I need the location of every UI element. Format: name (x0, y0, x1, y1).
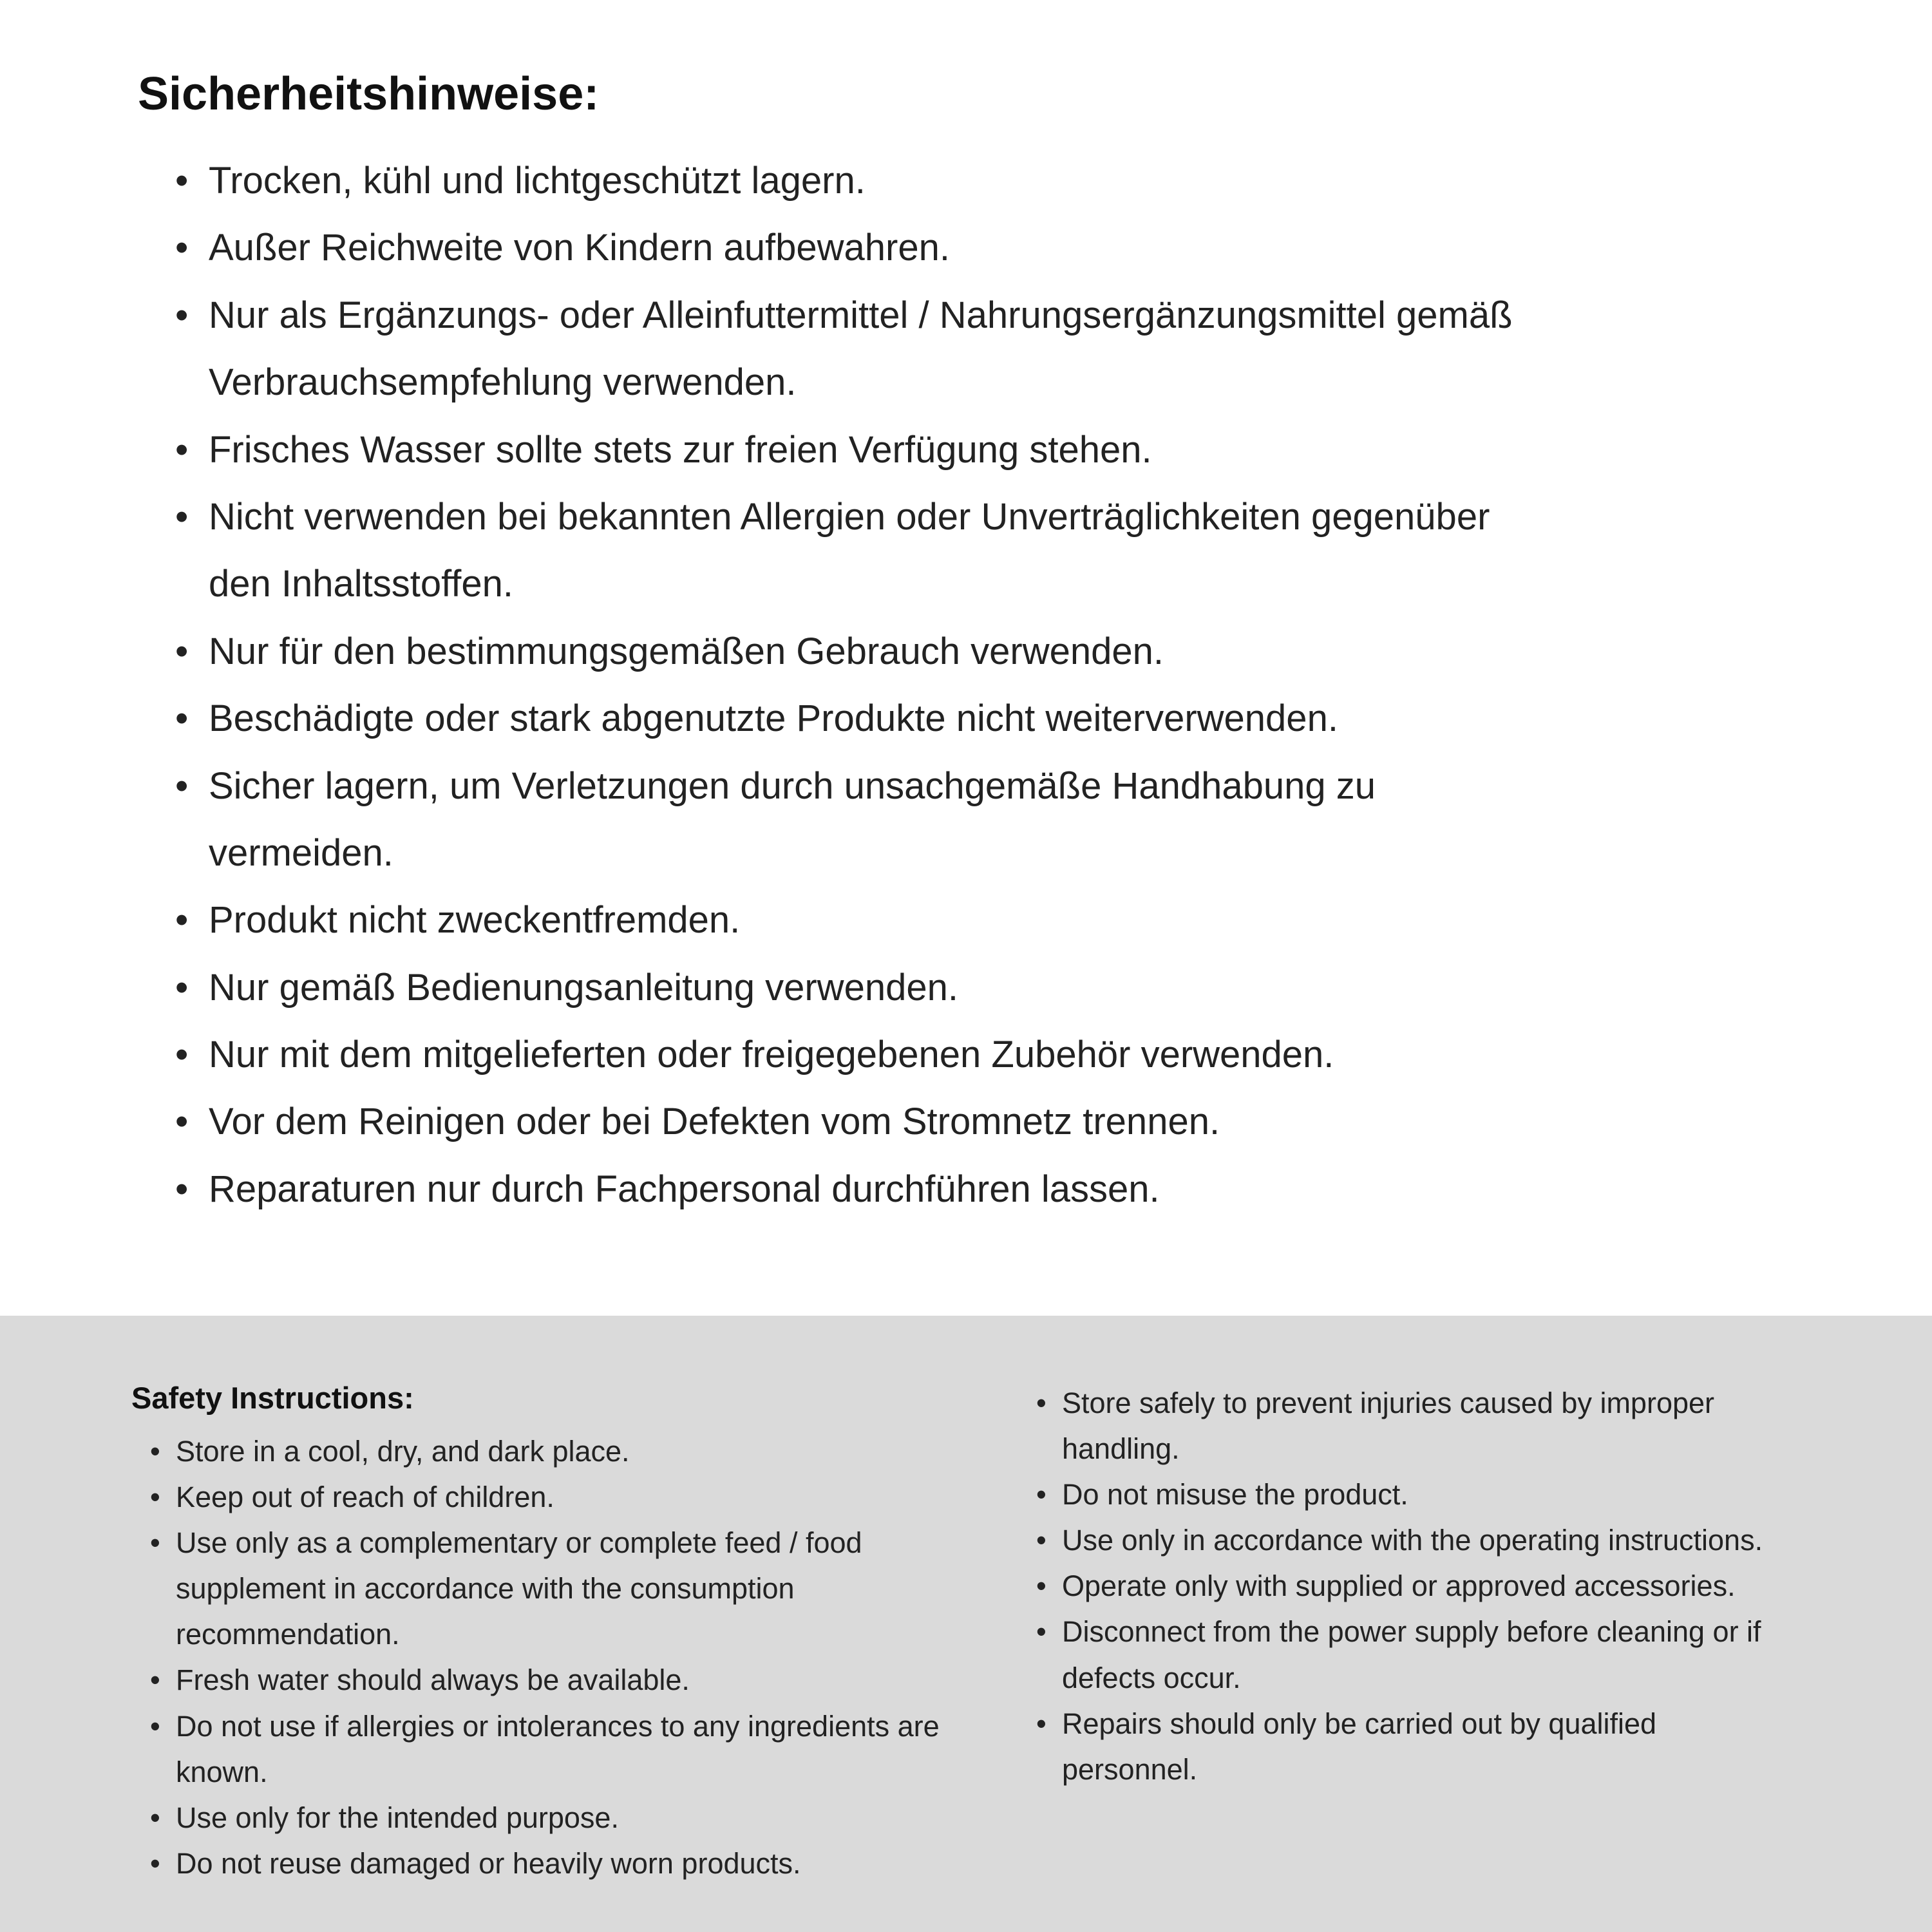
german-safety-item: • Nur mit dem mitgelieferten oder freigegebenen Zubehör verwenden. (175, 1021, 1560, 1088)
english-safety-item: • Disconnect from the power supply before cleaning or if defects occur. (1036, 1609, 1799, 1700)
german-safety-item: • Frisches Wasser sollte stets zur freien Verfügung stehen. (175, 417, 1560, 484)
english-right-column (1036, 1380, 1855, 1792)
german-safety-item: • Beschädigte oder stark abgenutzte Produkte nicht weiterverwenden. (175, 685, 1560, 752)
english-safety-item: • Store safely to prevent injuries caused by improper handling. (1036, 1380, 1799, 1472)
english-left-column (131, 1380, 1036, 1886)
german-safety-item: • Nicht verwenden bei bekannten Allergien oder Unverträglichkeiten gegenüber den Inhaltsstoffen. (175, 484, 1560, 618)
german-safety-item: • Nur für den bestimmungsgemäßen Gebrauch verwenden. (175, 618, 1560, 685)
english-safety-list-right (1036, 1380, 1799, 1792)
english-safety-item: • Keep out of reach of children. (150, 1474, 1007, 1520)
english-safety-item: • Use only as a complementary or complete feed / food supplement in accordance with the consumption recommendation. (150, 1520, 1007, 1657)
german-safety-item: • Nur gemäß Bedienungsanleitung verwenden. (175, 954, 1560, 1021)
german-section-title: Sicherheitshinweise: (138, 68, 600, 120)
english-safety-item: • Operate only with supplied or approved accessories. (1036, 1563, 1799, 1609)
german-safety-item: • Reparaturen nur durch Fachpersonal durchführen lassen. (175, 1156, 1560, 1223)
german-safety-item: • Vor dem Reinigen oder bei Defekten vom Stromnetz trennen. (175, 1088, 1560, 1155)
german-safety-list (175, 147, 1560, 1223)
english-safety-item: • Store in a cool, dry, and dark place. (150, 1428, 1007, 1474)
english-section-title: Safety Instructions: (131, 1381, 414, 1415)
english-safety-section (0, 1316, 1932, 1932)
german-safety-item: • Nur als Ergänzungs- oder Alleinfuttermittel / Nahrungsergänzungsmittel gemäß Verbrauchsempfehlung verwenden. (175, 282, 1560, 417)
german-safety-item: • Sicher lagern, um Verletzungen durch unsachgemäße Handhabung zu vermeiden. (175, 753, 1560, 887)
german-safety-item: • Trocken, kühl und lichtgeschützt lagern. (175, 147, 1560, 214)
english-safety-item: • Use only in accordance with the operating instructions. (1036, 1517, 1799, 1563)
english-safety-item: • Do not use if allergies or intolerances to any ingredients are known. (150, 1703, 1007, 1795)
english-safety-item: • Use only for the intended purpose. (150, 1795, 1007, 1841)
english-safety-item: • Fresh water should always be available. (150, 1657, 1007, 1703)
english-safety-item: • Do not misuse the product. (1036, 1472, 1799, 1517)
english-safety-list-left (150, 1428, 1007, 1886)
english-safety-item: • Repairs should only be carried out by qualified personnel. (1036, 1701, 1799, 1792)
english-safety-item: • Do not reuse damaged or heavily worn products. (150, 1841, 1007, 1886)
german-safety-item: • Außer Reichweite von Kindern aufbewahren. (175, 214, 1560, 281)
german-safety-item: • Produkt nicht zweckentfremden. (175, 887, 1560, 954)
